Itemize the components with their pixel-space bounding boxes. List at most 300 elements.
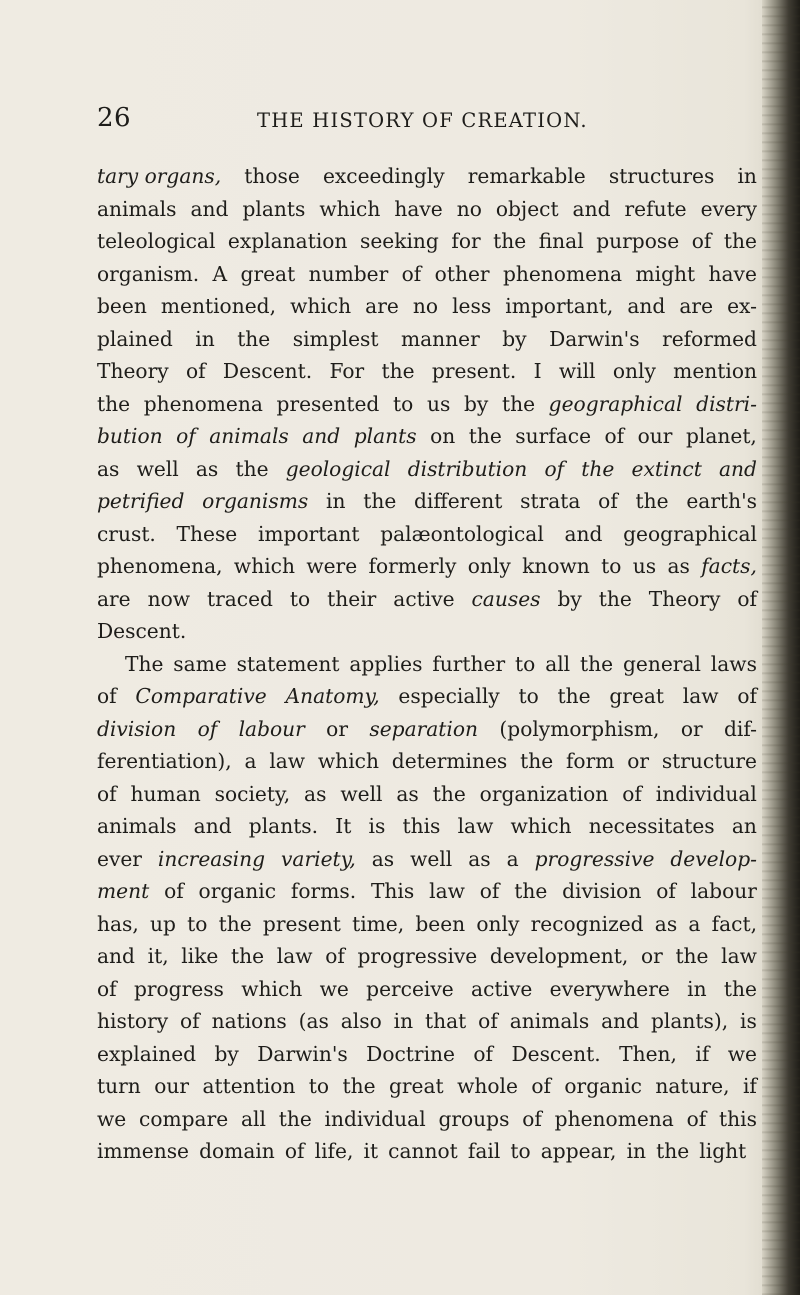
word: this <box>719 1106 757 1131</box>
word: great <box>388 1074 444 1098</box>
word: up <box>150 911 176 936</box>
word: fact, <box>711 911 757 936</box>
word: only <box>476 911 520 936</box>
word: in <box>195 326 215 351</box>
text-line <box>97 290 757 323</box>
word: petrified <box>97 489 185 513</box>
word: These <box>176 521 238 546</box>
running-title: THE HISTORY OF CREATION. <box>257 109 588 132</box>
word: of <box>656 879 676 903</box>
word: cannot <box>388 1139 458 1163</box>
text-line <box>97 550 757 583</box>
word: important, <box>505 294 614 318</box>
word: their <box>327 586 377 611</box>
word: will <box>558 359 596 383</box>
word: to <box>308 1074 330 1098</box>
word: to <box>187 911 208 936</box>
word: Descent. <box>511 1041 601 1066</box>
word: in <box>326 489 346 513</box>
word: and <box>564 521 603 546</box>
word: and <box>97 944 135 968</box>
text-line <box>97 615 757 648</box>
word: object <box>495 196 559 221</box>
word: as <box>468 846 491 871</box>
word: progress <box>133 976 224 1001</box>
word: of <box>473 1041 494 1066</box>
word: reformed <box>662 326 757 351</box>
word: refute <box>624 196 687 221</box>
word: the <box>514 879 548 903</box>
word: and <box>572 196 611 221</box>
word: on <box>430 424 456 448</box>
word: increasing <box>157 846 266 871</box>
word: Doctrine <box>366 1041 455 1066</box>
word: law <box>269 749 306 773</box>
word: as <box>654 911 678 936</box>
word: are <box>679 294 714 318</box>
word: mention <box>673 359 757 383</box>
word: a <box>688 911 701 936</box>
word: appear, <box>540 1139 617 1163</box>
word: only <box>612 359 656 383</box>
word: as <box>97 456 120 481</box>
word: plants <box>242 196 306 221</box>
word: organization <box>479 781 609 806</box>
text-line <box>97 355 757 388</box>
body-text <box>97 160 757 1168</box>
word: or <box>640 944 663 968</box>
text-line <box>97 940 757 973</box>
word: by <box>557 586 582 611</box>
word: and <box>302 424 341 448</box>
word: the <box>381 359 415 383</box>
word: division <box>562 879 642 903</box>
text-line <box>97 193 757 226</box>
word: Descent. <box>97 619 187 643</box>
word: are <box>365 294 399 318</box>
word: of <box>686 1106 707 1131</box>
word: phenomena <box>554 1106 674 1131</box>
word: distri- <box>696 391 757 416</box>
word: the <box>635 489 669 513</box>
word: nations <box>211 1009 287 1033</box>
word: a <box>506 846 519 871</box>
word: Comparative <box>135 684 267 708</box>
word: were <box>306 554 358 578</box>
word: like <box>181 944 219 968</box>
text-line <box>97 778 757 811</box>
word: explained <box>97 1041 197 1066</box>
text-line <box>97 583 757 616</box>
word: history <box>97 1009 169 1033</box>
word: which <box>510 814 572 838</box>
word: the <box>723 229 757 253</box>
text-line <box>97 713 757 746</box>
word: time, <box>352 911 405 936</box>
text-line <box>97 388 757 421</box>
word: to <box>393 391 414 416</box>
word: to <box>510 1139 531 1163</box>
word: present <box>262 911 341 936</box>
word: have <box>708 261 757 286</box>
word: plained <box>97 326 173 351</box>
word: of <box>97 976 117 1001</box>
word: further <box>432 651 506 676</box>
word: all <box>545 651 571 676</box>
text-line <box>97 1005 757 1038</box>
word: animals <box>97 196 177 221</box>
word: It <box>335 814 352 838</box>
word: distribution <box>407 456 528 481</box>
word: the <box>520 749 554 773</box>
word: ferentiation), <box>97 749 232 773</box>
word: everywhere <box>549 976 670 1001</box>
word: applies <box>349 651 423 676</box>
word: of <box>185 359 206 383</box>
word: law <box>276 944 313 968</box>
text-line <box>97 1135 757 1168</box>
word: laws <box>710 651 757 676</box>
word: as <box>304 781 327 806</box>
word: number <box>308 261 389 286</box>
word: well <box>340 781 383 806</box>
word: bution <box>97 424 163 448</box>
text-line <box>97 1070 757 1103</box>
word: final <box>538 229 584 253</box>
word: organisms <box>202 489 309 513</box>
word: and <box>190 196 229 221</box>
word: been <box>415 911 466 936</box>
word: if <box>742 1074 757 1098</box>
word: it <box>363 1139 379 1163</box>
word: this <box>402 814 441 838</box>
page-edge-shadow <box>762 0 800 1295</box>
text-line <box>97 485 757 518</box>
word: individual <box>655 781 757 806</box>
word: earth's <box>686 489 757 513</box>
word: simplest <box>292 326 379 351</box>
word: by <box>463 391 489 416</box>
text-line <box>97 453 757 486</box>
word: especially <box>398 684 500 708</box>
word: of <box>164 879 184 903</box>
word: the <box>363 489 397 513</box>
word: exceedingly <box>322 164 445 188</box>
word: seeking <box>359 229 439 253</box>
word: the <box>237 326 271 351</box>
word: Darwin's <box>257 1041 348 1066</box>
word: which <box>233 554 295 578</box>
word: (polymorphism, <box>499 716 660 741</box>
word: the <box>656 1139 690 1163</box>
word: is <box>368 814 386 838</box>
word: phenomena, <box>97 554 223 578</box>
text-line <box>97 258 757 291</box>
word: manner <box>400 326 480 351</box>
word: of <box>97 781 117 806</box>
text-line <box>97 973 757 1006</box>
word: known <box>522 554 590 578</box>
word: been <box>97 294 147 318</box>
word: the <box>432 781 466 806</box>
word: active <box>471 976 533 1001</box>
word: by <box>214 1041 239 1066</box>
text-line <box>97 518 757 551</box>
word: of <box>691 229 712 253</box>
text-line <box>97 1038 757 1071</box>
text-line <box>97 745 757 778</box>
word: Anatomy, <box>285 684 380 708</box>
word: attention <box>202 1074 296 1098</box>
word: to <box>289 586 311 611</box>
word: no <box>412 294 439 318</box>
word: individual <box>324 1106 426 1131</box>
word: law <box>721 944 757 968</box>
word: teleological <box>97 229 216 253</box>
word: to <box>601 554 622 578</box>
word: which <box>290 294 352 318</box>
word: general <box>622 651 701 676</box>
word: are <box>97 586 131 611</box>
page-header <box>97 103 757 143</box>
word: or <box>326 716 348 741</box>
word: every <box>700 196 757 221</box>
word: the <box>342 1074 376 1098</box>
word: ex- <box>727 294 757 318</box>
word: well <box>136 456 179 481</box>
word: I <box>533 359 542 383</box>
word: the <box>231 944 265 968</box>
word: For <box>329 359 365 383</box>
word: Darwin's <box>549 326 640 351</box>
word: of <box>479 879 500 903</box>
word: the <box>723 976 757 1001</box>
word: labour <box>690 879 757 903</box>
word: separation <box>369 716 479 741</box>
word: progressive <box>534 846 655 871</box>
word: immense <box>97 1139 189 1163</box>
word: law <box>457 814 494 838</box>
word: of <box>622 781 642 806</box>
word: we <box>319 976 349 1001</box>
word: whole <box>457 1074 518 1098</box>
word: and <box>719 456 757 481</box>
word: an <box>731 814 757 838</box>
word: Theory <box>97 359 169 383</box>
word: as <box>667 554 690 578</box>
word: to <box>515 651 536 676</box>
word: crust. <box>97 521 156 546</box>
word: present. <box>431 359 517 383</box>
text-line <box>97 420 757 453</box>
word: The <box>125 651 164 676</box>
word: plants. <box>248 814 319 838</box>
word: and <box>627 294 666 318</box>
word: or <box>680 716 703 741</box>
word: necessitates <box>588 814 715 838</box>
word: the <box>580 651 614 676</box>
word: light <box>699 1139 747 1163</box>
word: as <box>396 781 419 806</box>
word: now <box>147 586 191 611</box>
word: causes <box>471 586 541 611</box>
word: plants <box>353 424 417 448</box>
word: turn <box>97 1074 141 1098</box>
word: progressive <box>357 944 478 968</box>
word: fail <box>467 1139 501 1163</box>
word: different <box>414 489 503 513</box>
word: organism. <box>97 261 200 286</box>
word: nature, <box>655 1074 730 1098</box>
word: our <box>154 1074 190 1098</box>
word: law <box>429 879 465 903</box>
text-line <box>97 648 757 681</box>
text-line <box>97 1103 757 1136</box>
word: the <box>675 944 709 968</box>
word: which <box>319 196 381 221</box>
word: great <box>240 261 296 286</box>
word: perceive <box>366 976 454 1001</box>
word: phenomena <box>143 391 263 416</box>
word: presented <box>276 391 380 416</box>
word: we <box>727 1041 757 1066</box>
word: the <box>97 391 131 416</box>
word: remarkable <box>467 164 586 188</box>
word: the <box>493 229 527 253</box>
word: is <box>740 1009 757 1033</box>
word: human <box>130 781 201 806</box>
word: of <box>401 261 422 286</box>
word: groups <box>438 1106 510 1131</box>
word: the <box>235 456 269 481</box>
word: organic <box>564 1074 642 1098</box>
word: strata <box>520 489 581 513</box>
word: our <box>637 424 673 448</box>
word: determines <box>391 749 508 773</box>
word: compare <box>139 1106 229 1131</box>
word: of <box>325 944 345 968</box>
word: variety, <box>281 846 356 871</box>
word: same <box>173 651 227 676</box>
word: have <box>394 196 443 221</box>
word: dif- <box>723 716 757 741</box>
word: (as <box>298 1009 329 1033</box>
word: labour <box>238 716 305 741</box>
word: for <box>451 229 481 253</box>
word: extinct <box>631 456 702 481</box>
word: purpose <box>596 229 680 253</box>
word: structures <box>608 164 715 188</box>
word: which <box>241 976 303 1001</box>
text-line <box>97 323 757 356</box>
word: in <box>737 164 757 188</box>
word: it, <box>147 944 169 968</box>
text-line <box>97 680 757 713</box>
word: plants), <box>650 1009 729 1033</box>
word: ment <box>97 879 150 903</box>
word: explanation <box>227 229 348 253</box>
word: geographical <box>623 521 757 546</box>
word: development, <box>489 944 629 968</box>
word: facts, <box>701 554 757 578</box>
word: Then, <box>619 1041 677 1066</box>
word: great <box>609 684 665 708</box>
page-number: 26 <box>97 103 132 133</box>
word: phenomena <box>502 261 623 286</box>
word: has, <box>97 911 139 936</box>
word: or <box>627 749 649 773</box>
text-line <box>97 160 757 193</box>
word: if <box>695 1041 710 1066</box>
word: that <box>425 1009 467 1033</box>
word: the <box>557 684 591 708</box>
word: in <box>687 976 707 1001</box>
word: Theory <box>648 586 721 611</box>
word: of <box>598 489 618 513</box>
word: traced <box>206 586 273 611</box>
word: tary organs, <box>97 164 222 188</box>
word: of <box>97 684 117 708</box>
word: of <box>180 1009 200 1033</box>
word: statement <box>236 651 340 676</box>
word: of <box>737 684 757 708</box>
word: well <box>410 846 453 871</box>
word: of <box>284 1139 305 1163</box>
word: surface <box>515 424 592 448</box>
text-line <box>97 875 757 908</box>
word: forms. <box>290 879 357 903</box>
word: develop- <box>670 846 757 871</box>
word: division <box>97 716 177 741</box>
word: also <box>340 1009 382 1033</box>
word: recognized <box>530 911 644 936</box>
word: of <box>604 424 625 448</box>
word: and <box>601 1009 640 1033</box>
word: life, <box>314 1139 354 1163</box>
word: of <box>478 1009 498 1033</box>
word: society, <box>214 781 291 806</box>
word: important <box>257 521 360 546</box>
word: of <box>176 424 196 448</box>
word: the <box>278 1106 312 1131</box>
word: organic <box>198 879 277 903</box>
word: all <box>240 1106 266 1131</box>
word: A <box>212 261 228 286</box>
word: the <box>581 456 615 481</box>
word: Descent. <box>222 359 313 383</box>
word: active <box>393 586 455 611</box>
word: animals <box>209 424 289 448</box>
word: form <box>565 749 615 773</box>
word: planet, <box>685 424 757 448</box>
word: of <box>544 456 565 481</box>
word: as <box>195 456 219 481</box>
word: law <box>682 684 719 708</box>
word: which <box>317 749 379 773</box>
word: of <box>737 586 757 611</box>
word: of <box>522 1106 542 1131</box>
text-line <box>97 810 757 843</box>
word: geographical <box>548 391 683 416</box>
word: no <box>456 196 482 221</box>
word: a <box>244 749 257 773</box>
word: the <box>468 424 502 448</box>
text-line <box>97 843 757 876</box>
word: the <box>218 911 252 936</box>
word: mentioned, <box>160 294 276 318</box>
word: we <box>97 1106 127 1131</box>
word: less <box>452 294 492 318</box>
